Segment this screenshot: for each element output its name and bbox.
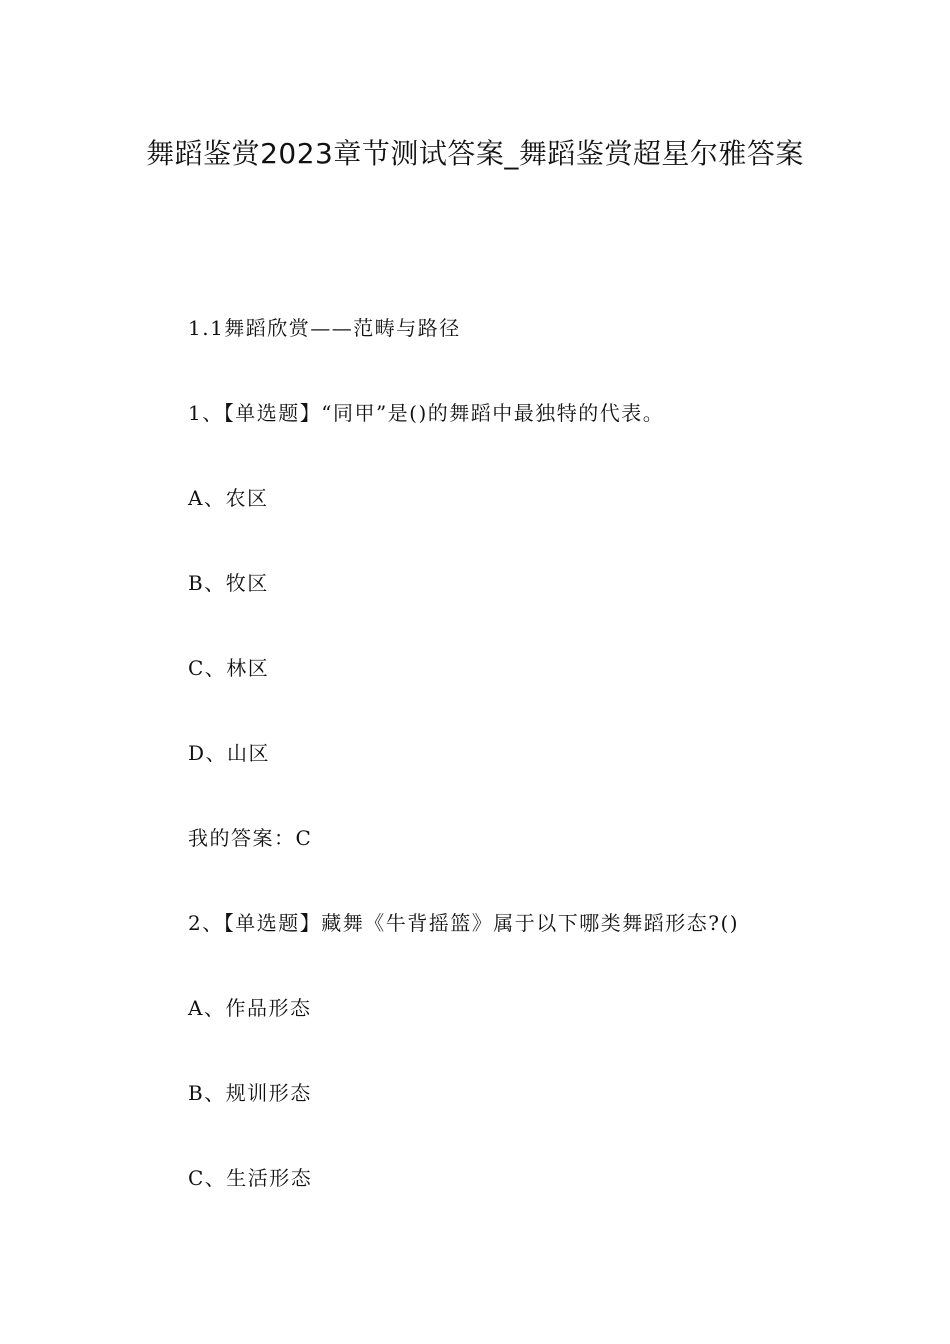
section-heading: 1.1舞蹈欣赏——范畴与路径 [188, 316, 461, 340]
question-2-option-a: A、作品形态 [188, 996, 312, 1020]
question-2-option-c: C、生活形态 [188, 1166, 313, 1190]
question-1-option-c: C、林区 [188, 656, 270, 680]
question-2-stem: 2、【单选题】藏舞《牛背摇篮》属于以下哪类舞蹈形态?() [188, 911, 740, 935]
question-1-stem: 1、【单选题】“同甲”是()的舞蹈中最独特的代表。 [188, 401, 665, 425]
question-1-option-b: B、牧区 [188, 571, 269, 595]
question-1-option-d: D、山区 [188, 741, 271, 765]
question-2-option-b: B、规训形态 [188, 1081, 312, 1105]
question-1-option-a: A、农区 [188, 486, 269, 510]
question-1-answer: 我的答案：C [188, 826, 313, 850]
document-title: 舞蹈鉴赏2023章节测试答案_舞蹈鉴赏超星尔雅答案 [146, 137, 804, 170]
